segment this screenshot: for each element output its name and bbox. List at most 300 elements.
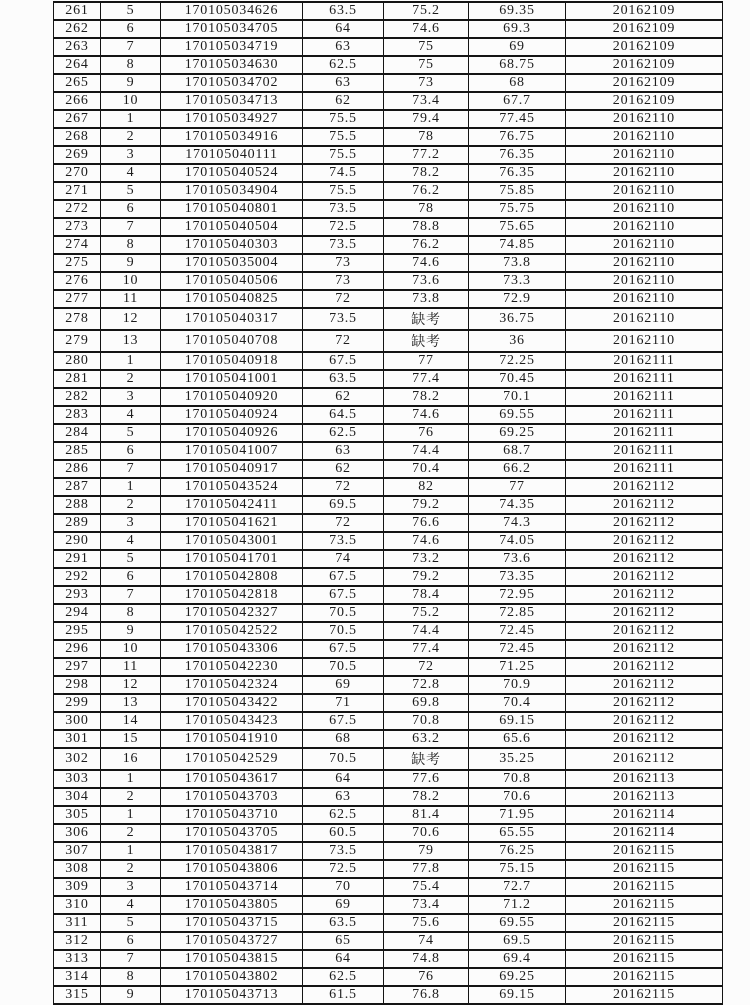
table-row (54, 200, 723, 218)
table-row (54, 424, 723, 442)
student-id-cell: 170105040111 (161, 146, 303, 164)
score1-cell: 75.5 (303, 182, 384, 200)
table-row (54, 110, 723, 128)
table-row (54, 330, 723, 352)
table-row (54, 460, 723, 478)
score2-cell: 78 (384, 128, 469, 146)
final-score-cell: 36 (469, 330, 566, 352)
student-id-cell: 170105043306 (161, 640, 303, 658)
class-code-cell: 20162112 (566, 514, 723, 532)
score2-cell: 74.8 (384, 950, 469, 968)
row-number-cell: 305 (54, 806, 101, 824)
seq-number-cell: 7 (101, 586, 161, 604)
score1-cell: 74.5 (303, 164, 384, 182)
row-number-cell: 272 (54, 200, 101, 218)
student-id-cell: 170105040708 (161, 330, 303, 352)
score1-cell: 73.5 (303, 236, 384, 254)
final-score-cell: 35.25 (469, 748, 566, 770)
student-id-cell: 170105040504 (161, 218, 303, 236)
final-score-cell: 73.35 (469, 568, 566, 586)
final-score-cell: 65.6 (469, 730, 566, 748)
row-number-cell: 266 (54, 92, 101, 110)
score2-cell: 74.4 (384, 622, 469, 640)
student-id-cell: 170105034702 (161, 74, 303, 92)
seq-number-cell: 2 (101, 370, 161, 388)
row-number-cell: 303 (54, 770, 101, 788)
final-score-cell: 68 (469, 74, 566, 92)
row-number-cell: 307 (54, 842, 101, 860)
score1-cell: 62.5 (303, 56, 384, 74)
final-score-cell: 71.95 (469, 806, 566, 824)
table-row (54, 694, 723, 712)
class-code-cell: 20162115 (566, 950, 723, 968)
score2-cell: 74.4 (384, 442, 469, 460)
class-code-cell: 20162112 (566, 496, 723, 514)
row-number-cell: 288 (54, 496, 101, 514)
student-id-cell: 170105040917 (161, 460, 303, 478)
score2-cell: 79.2 (384, 496, 469, 514)
final-score-cell: 77 (469, 478, 566, 496)
student-id-cell: 170105034626 (161, 2, 303, 20)
final-score-cell: 75.85 (469, 182, 566, 200)
class-code-cell: 20162115 (566, 914, 723, 932)
score1-cell: 73.5 (303, 532, 384, 550)
score2-cell: 75.4 (384, 878, 469, 896)
score1-cell: 69.5 (303, 496, 384, 514)
score1-cell: 75.5 (303, 128, 384, 146)
score2-cell: 63.2 (384, 730, 469, 748)
row-number-cell: 267 (54, 110, 101, 128)
table-row (54, 406, 723, 424)
final-score-cell: 70.6 (469, 788, 566, 806)
final-score-cell: 70.1 (469, 388, 566, 406)
score1-cell: 62 (303, 460, 384, 478)
row-number-cell: 298 (54, 676, 101, 694)
table-row (54, 640, 723, 658)
table-row (54, 748, 723, 770)
final-score-cell: 72.85 (469, 604, 566, 622)
score2-cell: 76.2 (384, 236, 469, 254)
score2-cell: 73.6 (384, 272, 469, 290)
row-number-cell: 313 (54, 950, 101, 968)
score2-cell: 78.2 (384, 788, 469, 806)
table-row (54, 218, 723, 236)
student-id-cell: 170105040801 (161, 200, 303, 218)
score2-cell: 73.2 (384, 550, 469, 568)
student-id-cell: 170105043715 (161, 914, 303, 932)
student-id-cell: 170105043805 (161, 896, 303, 914)
seq-number-cell: 7 (101, 38, 161, 56)
row-number-cell: 296 (54, 640, 101, 658)
score2-cell: 73.4 (384, 896, 469, 914)
class-code-cell: 20162109 (566, 38, 723, 56)
final-score-cell: 69.5 (469, 932, 566, 950)
final-score-cell: 69.35 (469, 2, 566, 20)
final-score-cell: 70.8 (469, 770, 566, 788)
seq-number-cell: 2 (101, 128, 161, 146)
class-code-cell: 20162110 (566, 290, 723, 308)
row-number-cell: 294 (54, 604, 101, 622)
score1-cell: 75.5 (303, 110, 384, 128)
class-code-cell: 20162112 (566, 568, 723, 586)
score1-cell: 72 (303, 514, 384, 532)
student-id-cell: 170105043001 (161, 532, 303, 550)
row-number-cell: 297 (54, 658, 101, 676)
row-number-cell: 269 (54, 146, 101, 164)
score2-cell: 79.2 (384, 568, 469, 586)
class-code-cell: 20162111 (566, 388, 723, 406)
student-id-cell: 170105042411 (161, 496, 303, 514)
score1-cell: 63 (303, 442, 384, 460)
student-id-cell: 170105043710 (161, 806, 303, 824)
seq-number-cell: 5 (101, 424, 161, 442)
class-code-cell: 20162110 (566, 218, 723, 236)
class-code-cell: 20162112 (566, 676, 723, 694)
row-number-cell: 277 (54, 290, 101, 308)
seq-number-cell: 8 (101, 968, 161, 986)
score2-cell: 77.4 (384, 640, 469, 658)
row-number-cell: 276 (54, 272, 101, 290)
table-row (54, 712, 723, 730)
table-row (54, 352, 723, 370)
score1-cell: 75.5 (303, 146, 384, 164)
student-id-cell: 170105040506 (161, 272, 303, 290)
row-number-cell: 263 (54, 38, 101, 56)
table-row (54, 272, 723, 290)
student-id-cell: 170105040317 (161, 308, 303, 330)
table-row (54, 370, 723, 388)
class-code-cell: 20162112 (566, 730, 723, 748)
score2-cell: 77.2 (384, 146, 469, 164)
table-row (54, 20, 723, 38)
class-code-cell: 20162110 (566, 146, 723, 164)
seq-number-cell: 8 (101, 236, 161, 254)
seq-number-cell: 1 (101, 110, 161, 128)
score1-cell: 62 (303, 388, 384, 406)
seq-number-cell: 8 (101, 56, 161, 74)
student-id-cell: 170105042230 (161, 658, 303, 676)
score2-cell: 79 (384, 842, 469, 860)
seq-number-cell: 4 (101, 164, 161, 182)
class-code-cell: 20162115 (566, 986, 723, 1004)
student-id-cell: 170105035004 (161, 254, 303, 272)
score2-cell: 78.2 (384, 388, 469, 406)
row-number-cell: 299 (54, 694, 101, 712)
class-code-cell: 20162109 (566, 2, 723, 20)
seq-number-cell: 2 (101, 824, 161, 842)
score1-cell: 74 (303, 550, 384, 568)
class-code-cell: 20162110 (566, 128, 723, 146)
score2-cell: 82 (384, 478, 469, 496)
final-score-cell: 69.15 (469, 712, 566, 730)
row-number-cell: 312 (54, 932, 101, 950)
row-number-cell: 314 (54, 968, 101, 986)
seq-number-cell: 6 (101, 568, 161, 586)
table-row (54, 74, 723, 92)
student-id-cell: 170105041701 (161, 550, 303, 568)
score1-cell: 73 (303, 272, 384, 290)
student-id-cell: 170105043422 (161, 694, 303, 712)
class-code-cell: 20162111 (566, 370, 723, 388)
table-row (54, 860, 723, 878)
seq-number-cell: 9 (101, 254, 161, 272)
final-score-cell: 75.15 (469, 860, 566, 878)
final-score-cell: 68.7 (469, 442, 566, 460)
final-score-cell: 65.55 (469, 824, 566, 842)
row-number-cell: 279 (54, 330, 101, 352)
student-id-cell: 170105040303 (161, 236, 303, 254)
row-number-cell: 295 (54, 622, 101, 640)
student-id-cell: 170105042808 (161, 568, 303, 586)
score2-cell: 76.6 (384, 514, 469, 532)
seq-number-cell: 2 (101, 860, 161, 878)
score1-cell: 67.5 (303, 352, 384, 370)
class-code-cell: 20162112 (566, 694, 723, 712)
class-code-cell: 20162112 (566, 532, 723, 550)
score1-cell: 63 (303, 788, 384, 806)
score1-cell: 62.5 (303, 806, 384, 824)
table-row (54, 604, 723, 622)
score1-cell: 63.5 (303, 914, 384, 932)
student-id-cell: 170105042327 (161, 604, 303, 622)
row-number-cell: 308 (54, 860, 101, 878)
final-score-cell: 67.7 (469, 92, 566, 110)
seq-number-cell: 13 (101, 330, 161, 352)
final-score-cell: 72.45 (469, 622, 566, 640)
row-number-cell: 304 (54, 788, 101, 806)
table-row (54, 950, 723, 968)
score2-cell: 76 (384, 968, 469, 986)
score1-cell: 61.5 (303, 986, 384, 1004)
score1-cell: 67.5 (303, 586, 384, 604)
score1-cell: 62.5 (303, 424, 384, 442)
score2-cell: 77 (384, 352, 469, 370)
class-code-cell: 20162111 (566, 424, 723, 442)
student-id-cell: 170105040920 (161, 388, 303, 406)
score2-cell: 77.4 (384, 370, 469, 388)
class-code-cell: 20162110 (566, 330, 723, 352)
table-row (54, 658, 723, 676)
seq-number-cell: 1 (101, 842, 161, 860)
row-number-cell: 301 (54, 730, 101, 748)
seq-number-cell: 11 (101, 658, 161, 676)
score2-cell: 76 (384, 424, 469, 442)
class-code-cell: 20162113 (566, 788, 723, 806)
score2-cell: 缺考 (384, 748, 469, 770)
table-row (54, 932, 723, 950)
seq-number-cell: 1 (101, 806, 161, 824)
score2-cell: 69.8 (384, 694, 469, 712)
score1-cell: 69 (303, 676, 384, 694)
score1-cell: 73 (303, 254, 384, 272)
score2-cell: 73.8 (384, 290, 469, 308)
row-number-cell: 284 (54, 424, 101, 442)
table-row (54, 730, 723, 748)
score2-cell: 74.6 (384, 406, 469, 424)
table-row (54, 164, 723, 182)
final-score-cell: 72.25 (469, 352, 566, 370)
score1-cell: 73.5 (303, 308, 384, 330)
final-score-cell: 71.2 (469, 896, 566, 914)
student-id-cell: 170105034630 (161, 56, 303, 74)
seq-number-cell: 7 (101, 460, 161, 478)
seq-number-cell: 9 (101, 74, 161, 92)
row-number-cell: 271 (54, 182, 101, 200)
class-code-cell: 20162109 (566, 20, 723, 38)
score2-cell: 70.6 (384, 824, 469, 842)
seq-number-cell: 6 (101, 442, 161, 460)
student-id-cell: 170105040825 (161, 290, 303, 308)
seq-number-cell: 3 (101, 388, 161, 406)
class-code-cell: 20162110 (566, 200, 723, 218)
score1-cell: 72.5 (303, 218, 384, 236)
table-row (54, 770, 723, 788)
final-score-cell: 69 (469, 38, 566, 56)
score2-cell: 75.6 (384, 914, 469, 932)
final-score-cell: 70.4 (469, 694, 566, 712)
score1-cell: 69 (303, 896, 384, 914)
table-row (54, 236, 723, 254)
table-row (54, 586, 723, 604)
final-score-cell: 75.75 (469, 200, 566, 218)
final-score-cell: 76.35 (469, 146, 566, 164)
final-score-cell: 70.9 (469, 676, 566, 694)
final-score-cell: 73.8 (469, 254, 566, 272)
table-row (54, 968, 723, 986)
table-row (54, 388, 723, 406)
seq-number-cell: 10 (101, 272, 161, 290)
score2-cell: 75.2 (384, 2, 469, 20)
student-id-cell: 170105043705 (161, 824, 303, 842)
score2-cell: 74.6 (384, 532, 469, 550)
student-id-cell: 170105043713 (161, 986, 303, 1004)
final-score-cell: 69.55 (469, 406, 566, 424)
final-score-cell: 72.9 (469, 290, 566, 308)
score2-cell: 缺考 (384, 330, 469, 352)
final-score-cell: 69.55 (469, 914, 566, 932)
student-id-cell: 170105042522 (161, 622, 303, 640)
row-number-cell: 293 (54, 586, 101, 604)
table-row (54, 550, 723, 568)
score2-cell: 70.8 (384, 712, 469, 730)
seq-number-cell: 2 (101, 788, 161, 806)
table-row (54, 92, 723, 110)
score2-cell: 73.4 (384, 92, 469, 110)
score2-cell: 77.8 (384, 860, 469, 878)
score1-cell: 67.5 (303, 640, 384, 658)
final-score-cell: 72.95 (469, 586, 566, 604)
student-id-cell: 170105042818 (161, 586, 303, 604)
score2-cell: 缺考 (384, 308, 469, 330)
row-number-cell: 274 (54, 236, 101, 254)
table-row (54, 676, 723, 694)
score2-cell: 72.8 (384, 676, 469, 694)
class-code-cell: 20162112 (566, 604, 723, 622)
seq-number-cell: 8 (101, 604, 161, 622)
table-row (54, 788, 723, 806)
final-score-cell: 76.35 (469, 164, 566, 182)
student-id-cell: 170105043423 (161, 712, 303, 730)
final-score-cell: 69.25 (469, 424, 566, 442)
row-number-cell: 280 (54, 352, 101, 370)
seq-number-cell: 5 (101, 182, 161, 200)
score2-cell: 76.2 (384, 182, 469, 200)
row-number-cell: 262 (54, 20, 101, 38)
table-row (54, 514, 723, 532)
row-number-cell: 310 (54, 896, 101, 914)
class-code-cell: 20162112 (566, 478, 723, 496)
score1-cell: 64 (303, 20, 384, 38)
final-score-cell: 74.35 (469, 496, 566, 514)
score1-cell: 67.5 (303, 568, 384, 586)
class-code-cell: 20162110 (566, 308, 723, 330)
row-number-cell: 292 (54, 568, 101, 586)
seq-number-cell: 6 (101, 20, 161, 38)
seq-number-cell: 3 (101, 146, 161, 164)
final-score-cell: 36.75 (469, 308, 566, 330)
final-score-cell: 69.15 (469, 986, 566, 1004)
score2-cell: 78.8 (384, 218, 469, 236)
score2-cell: 72 (384, 658, 469, 676)
final-score-cell: 74.05 (469, 532, 566, 550)
score1-cell: 73.5 (303, 200, 384, 218)
final-score-cell: 70.45 (469, 370, 566, 388)
row-number-cell: 278 (54, 308, 101, 330)
class-code-cell: 20162115 (566, 896, 723, 914)
final-score-cell: 69.25 (469, 968, 566, 986)
score2-cell: 73 (384, 74, 469, 92)
class-code-cell: 20162112 (566, 658, 723, 676)
table-row (54, 442, 723, 460)
row-number-cell: 265 (54, 74, 101, 92)
class-code-cell: 20162115 (566, 968, 723, 986)
table-row (54, 622, 723, 640)
class-code-cell: 20162114 (566, 806, 723, 824)
seq-number-cell: 9 (101, 986, 161, 1004)
class-code-cell: 20162114 (566, 824, 723, 842)
class-code-cell: 20162109 (566, 74, 723, 92)
table-row (54, 806, 723, 824)
score1-cell: 72 (303, 290, 384, 308)
table-row (54, 308, 723, 330)
score1-cell: 68 (303, 730, 384, 748)
class-code-cell: 20162111 (566, 352, 723, 370)
student-id-cell: 170105043703 (161, 788, 303, 806)
seq-number-cell: 10 (101, 640, 161, 658)
table-row (54, 568, 723, 586)
seq-number-cell: 12 (101, 308, 161, 330)
score1-cell: 62.5 (303, 968, 384, 986)
student-id-cell: 170105043617 (161, 770, 303, 788)
table-row (54, 896, 723, 914)
row-number-cell: 264 (54, 56, 101, 74)
class-code-cell: 20162110 (566, 182, 723, 200)
class-code-cell: 20162110 (566, 110, 723, 128)
row-number-cell: 315 (54, 986, 101, 1004)
table-row (54, 532, 723, 550)
row-number-cell: 287 (54, 478, 101, 496)
row-number-cell: 291 (54, 550, 101, 568)
table-row (54, 496, 723, 514)
seq-number-cell: 11 (101, 290, 161, 308)
score2-cell: 74.6 (384, 254, 469, 272)
seq-number-cell: 6 (101, 200, 161, 218)
final-score-cell: 77.45 (469, 110, 566, 128)
class-code-cell: 20162111 (566, 460, 723, 478)
score2-cell: 78 (384, 200, 469, 218)
score2-cell: 75 (384, 56, 469, 74)
student-id-cell: 170105034719 (161, 38, 303, 56)
